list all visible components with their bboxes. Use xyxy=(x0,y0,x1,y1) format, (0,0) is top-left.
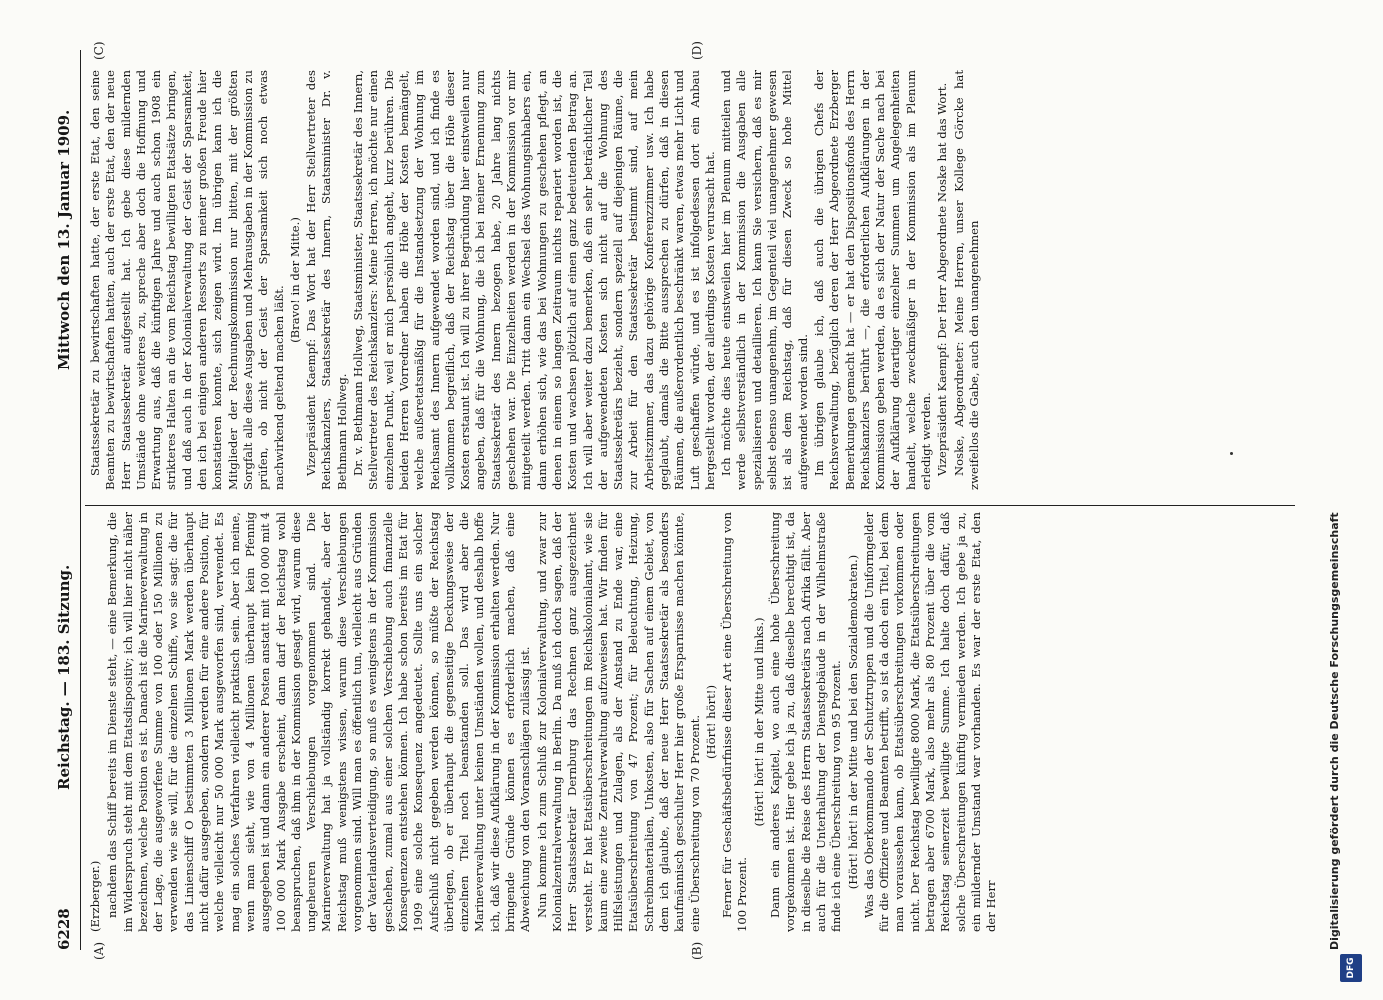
digitization-credit: Digitalisierung gefördert durch die Deutsche Forschungsgemeinschaft xyxy=(1328,512,1341,950)
interjection: (Hört! hört!) xyxy=(703,685,718,759)
header-right-title: Mittwoch den 13. Januar 1909. xyxy=(55,109,73,370)
margin-mark-c: (C) xyxy=(92,41,106,60)
header-rule xyxy=(80,50,81,950)
interjection: (Hört! hört! in der Mitte und links.) xyxy=(751,617,766,827)
dfg-logo: DFG xyxy=(1340,954,1362,982)
paragraph: Staatssekretär zu bewirtschaften hatte, der erste Etat, den seine Beamten zu bewirtschaften hatten, auch der erste Etat, den der neue Herr Staatssekretär aufgestellt hat. Ich gebe diese mildernden Umstände ohne weiteres zu, spreche aber doch die Hoffnung und Erwartung aus, daß die künftigen Jahre und auch schon 1908 ein strikteres Halten an die vom Reichstag bewilligten Etatsätze bringen, und daß auch in der Kolonialverwaltung der Geist der Sparsamkeit, den ich bei einigen anderen Ressorts zu meiner großen Freude hier konstatieren konnte, sich zeigen wird. Im übrigen kann ich die Mitglieder der Rechnungskommission nur bitten, mit der größten Sorgfalt alle diese Ausgaben und Mehrausgaben in der Kommission zu prüfen, ob nicht der Geist der Sparsamkeit sich noch etwas nachwirkend geltend machen läßt. xyxy=(88,70,286,490)
paragraph: nachdem das Schiff bereits im Dienste steht, — eine Bemerkung, die im Widerspruch steht mit dem Etatsdispositiv; ich will hier nicht näher bezeichnen, welche Position es ist. Danach ist die Marineverwaltung in der Lage, die ausgeworfene Summe von 100 oder 150 Millionen zu verwenden wie sie will, für die einzelnen Schiffe, wo sie sagt: die für das Linienschiff O bestimmten 3 Millionen Mark werden überhaupt nicht dafür ausgegeben, sondern werden für eine andere Position, für welche vielleicht nur 50 000 Mark ausgeworfen sind, verwendet. Es mag ein solches Verfahren vielleicht praktisch sein. Aber ich meine, wenn man sieht, wie von 4 Millionen überhaupt kein Pfennig ausgegeben ist und dann ein anderer Posten anstatt mit 100 000 mit 4 100 000 Mark Ausgabe erscheint, dann darf der Reichstag wohl beanspruchen, daß ihm in der Kommission gesagt wird, warum diese ungeheuren Verschiebungen vorgenommen sind. Die Marineverwaltung hat ja vollständig korrekt gehandelt, aber der Reichstag muß wenigstens wissen, warum diese Verschiebungen vorgenommen sind. Will man es öffentlich tun, vielleicht aus Gründen der Vaterlandsverteidigung, so muß es wenigstens in der Kommission geschehen, zumal aus einer solchen Verschiebung auch finanzielle Konsequenzen entstehen können. Ich habe schon bereits im Etat für 1909 eine solche Konsequenz angedeutet. Sollte uns ein solcher Aufschluß nicht gegeben werden können, so müßte der Reichstag überlegen, ob er überhaupt die gegenseitige Deckungsweise der einzelnen Titel noch beanstanden soll. Das wird aber die Marineverwaltung unter keinen Umständen wollen, und deshalb hoffe ich, daß wir diese Aufklärung in der Kommission erhalten werden. Nur bringende Gründe können es erforderlich machen, daß eine Abweichung von den Voranschlägen zulässig ist. xyxy=(105,512,533,932)
paragraph: Im übrigen glaube ich, daß auch die übrigen Chefs der Reichsverwaltung, bezüglich deren der Herr Abgeordnete Erzberger Bemerkungen gemacht hat — er hat den Dispositionsfonds des Herrn Reichskanzlers berührt —, die erforderlichen Aufklärungen in der Kommission geben werden, da es sich der Natur der Sache nach bei der Aufklärung derartiger einzelner Summen um Angelegenheiten handelt, welche zweckmäßiger in der Kommission als im Plenum erledigt werden. xyxy=(811,70,934,490)
page-number: 6228 xyxy=(55,908,73,950)
margin-mark-b: (B) xyxy=(690,941,704,960)
print-speck xyxy=(1230,452,1233,455)
interjection: (Bravo! in der Mitte.) xyxy=(287,217,302,343)
column-divider xyxy=(85,505,1295,506)
paragraph: Dann ein anderes Kapitel, wo auch eine hohe Überschreitung vorgekommen ist. Hier gebe ich ja zu, daß dieselbe berechtigt ist, da in dieselbe die Reise des Herrn Staatssekretärs nach Afrika fällt. Aber auch für die Unterhaltung der Dienstgebäude in der Wilhelmstraße finde ich eine Überschreitung von 95 Prozent. xyxy=(768,512,844,932)
paragraph: Ich möchte dies heute einstweilen hier im Plenum mitteilen und werde selbstverständlich in der Kommission die Ausgaben alle spezialisieren und detaillieren. Ich kann Sie versichern, daß es mir selbst ebenso unangenehm, im Gegenteil viel unangenehmer gewesen ist als dem Reichstag, daß für diesen Zweck so hohe Mittel aufgewendet worden sind. xyxy=(719,70,810,490)
paragraph: Nun komme ich zum Schluß zur Kolonialverwaltung, und zwar zur Kolonialzentralverwaltung in Berlin. Da muß ich doch sagen, daß der Herr Staatssekretär Dernburg das Rechnen ganz ausgezeichnet versteht. Er hat Etatsüberschreitungen im Reichskolonialamt, wie sie kaum eine zweite Zentralverwaltung aufzuweisen hat. Wir finden für Hilfsleistungen und Zulagen, als der Anstand zu Ende war, eine Etatsüberschreitung von 47 Prozent; für Beleuchtung, Heizung, Schreibmaterialien, Unkosten, also für Sachen auf einem Gebiet, von dem ich glaubte, daß der neue Herr Staatssekretär als besonders kaufmännisch geschulter Herr hier große Ersparnisse machen könnte, eine Überschreitung von 70 Prozent. xyxy=(534,512,702,932)
paragraph: Ferner für Geschäftsbedürfnisse dieser Art eine Überschreitung von 100 Prozent. xyxy=(720,512,750,932)
header-left-title: Reichstag. — 183. Sitzung. xyxy=(55,564,73,790)
page-header xyxy=(55,50,79,950)
left-text-column xyxy=(88,512,1293,932)
margin-mark-a: (A) xyxy=(92,941,106,960)
interjection: (Hört! hört! in der Mitte und bei den Sozialdemokraten.) xyxy=(845,554,860,890)
paragraph: Vizepräsident Kaempf: Der Herr Abgeordnete Noske hat das Wort. xyxy=(935,82,950,476)
speaker-tag: (Erzberger.) xyxy=(88,860,102,932)
paragraph: Noske, Abgeordneter: Meine Herren, unser Kollege Görcke hat zweifellos die Gabe, auch den unangenehmen xyxy=(951,70,981,490)
right-text-column xyxy=(88,70,1293,490)
paragraph: Vizepräsident Kaempf: Das Wort hat der Herr Stellvertreter des Reichskanzlers, Staatssekretär des Innern, Staatsminister Dr. v. Bethmann Hollweg. xyxy=(304,70,349,490)
paragraph: Dr. v. Bethmann Hollweg, Staatsminister, Staatssekretär des Innern, Stellvertreter des Reichskanzlers: Meine Herren, ich möchte nur einen einzelnen Punkt, weil er mich persönlich angeht, kurz berühren. Die beiden Herren Vorredner haben die Höhe der Kosten bemängelt, welche außeretatsmäßig für die Instandsetzung der Wohnung im Reichsamt des Innern aufgewendet worden sind, und ich finde es vollkommen begreiflich, daß der Reichstag über die Höhe dieser Kosten erstaunt ist. Ich will zu ihrer Begründung hier einstweilen nur angeben, daß für die Wohnung, die ich bei meiner Ernennung zum Staatssekretär des Innern bezogen habe, 20 Jahre lang nichts geschehen war. Die Einzelheiten werden in der Kommission vor mir mitgeteilt werden. Tritt dann ein Wechsel des Wohnungsinhabers ein, dann erhöhen sich, wie das bei Wohnungen zu geschehen pflegt, an denen in einem so langen Zeitraum nichts repariert worden ist, die Kosten und wachsen plötzlich auf einen ganz bedeutenden Betrag an. Ich will aber weiter dazu bemerken, daß ein sehr beträchtlicher Teil der aufgewendeten Kosten sich nicht auf die Wohnung des Staatssekretärs bezieht, sondern speziell auf diejenigen Räume, die zur Arbeit für den Staatssekretär bestimmt sind, auf mein Arbeitszimmer, das dazu gehörige Konferenzzimmer usw. Ich habe geglaubt, damals die Bitte aussprechen zu dürfen, daß in diesen Räumen, die außerordentlich beschränkt waren, etwas mehr Licht und Luft geschaffen würde, und es ist infolgedessen dort ein Anbau hergestellt worden, der allerdings Kosten verursacht hat. xyxy=(351,70,717,490)
paragraph: Was das Oberkommando der Schutztruppen und die Uniformgelder für die Offiziere und Beamten betrifft, so ist da doch ein Titel, bei dem man voraussehen kann, ob Etatsüberschreitungen vorkommen oder nicht. Der Reichstag bewilligte 8000 Mark, die Etatsüberschreitungen betragen aber 6700 Mark, also mehr als 80 Prozent über die vom Reichstag seinerzeit bewilligte Summe. Ich halte doch dafür, daß solche Überschreitungen künftig vermieden werden. Ich gebe ja zu, ein mildernder Umstand war vorhanden. Es war der erste Etat, den der Herr xyxy=(861,512,999,932)
margin-mark-d: (D) xyxy=(690,41,704,60)
